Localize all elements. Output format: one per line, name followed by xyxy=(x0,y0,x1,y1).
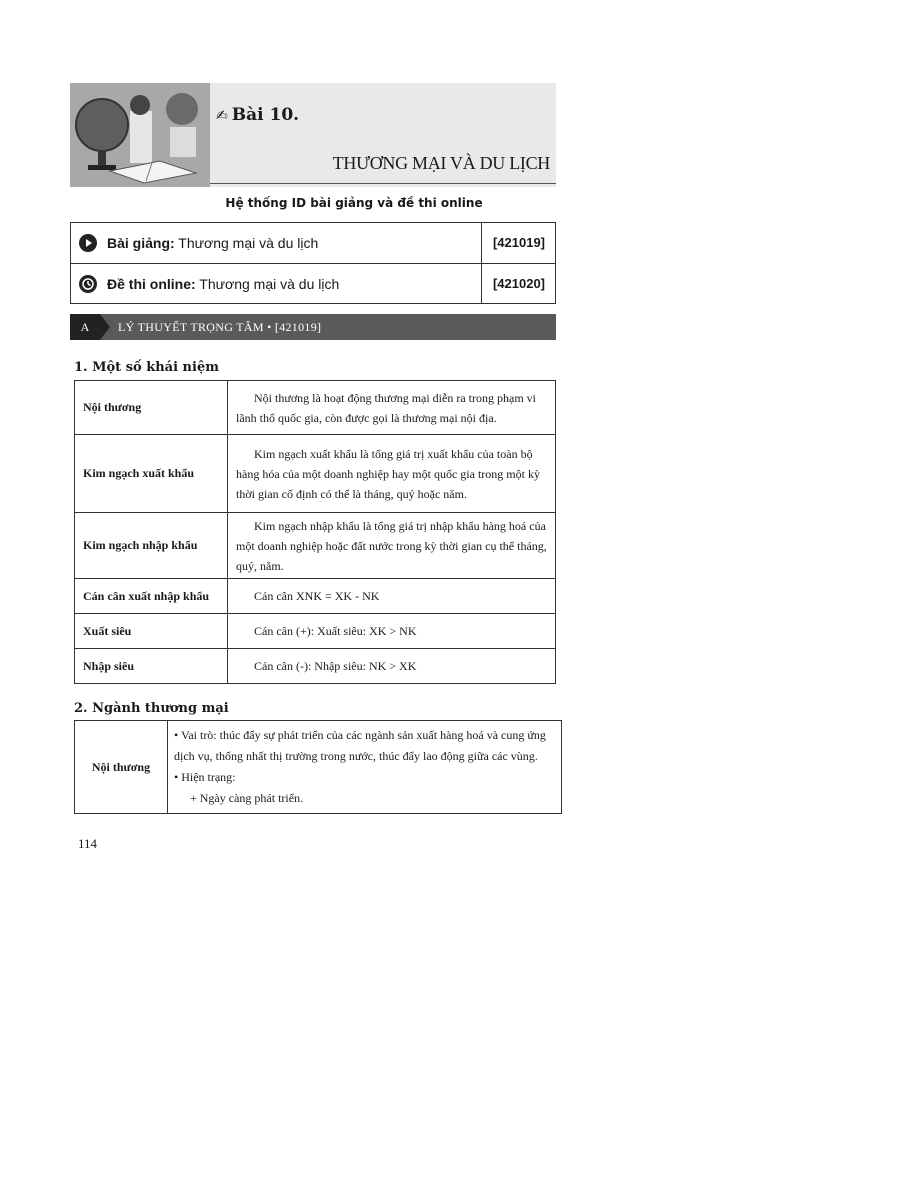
concept-definition xyxy=(228,435,556,513)
trade-description xyxy=(168,721,562,814)
online-id-heading xyxy=(0,196,918,210)
online-id-row-lecture[interactable] xyxy=(71,223,555,264)
trade-heading: 2. Ngành thương mại xyxy=(74,701,229,716)
online-id-label xyxy=(107,235,318,251)
online-id-label xyxy=(107,276,339,292)
concept-definition xyxy=(228,579,556,614)
lesson-banner xyxy=(70,83,556,187)
online-id-label-bold: Đề thi online: xyxy=(107,276,196,292)
section-letter: A xyxy=(70,314,100,340)
table-row xyxy=(75,579,556,614)
section-title: LÝ THUYẾT TRỌNG TÂM • [421019] xyxy=(118,320,322,334)
title-underline xyxy=(210,183,556,184)
online-id-row-exam[interactable] xyxy=(71,264,555,304)
concept-definition-text: Cán cân (+): Xuất siêu: XK > NK xyxy=(254,624,417,638)
trade-status-item: + Ngày càng phát triển. xyxy=(190,791,304,805)
concept-term: Nội thương xyxy=(75,381,228,435)
concept-definition-text: Cán cân (-): Nhập siêu: NK > XK xyxy=(254,659,417,673)
section-arrow-icon xyxy=(100,314,110,340)
lesson-label xyxy=(216,105,299,125)
online-id-label-bold: Bài giảng: xyxy=(107,235,175,251)
concept-definition xyxy=(228,513,556,579)
clock-icon xyxy=(79,275,97,293)
concept-definition-text: Kim ngạch xuất khẩu là tổng giá trị xuất khẩu của toàn bộ hàng hóa của một doanh nghiệp hay một quốc gia trong một kỳ thời gian cố định có thể là tháng, quý hoặc năm. xyxy=(236,446,540,501)
section-header-bar xyxy=(70,314,556,340)
table-row xyxy=(75,649,556,684)
concept-definition-text: Nội thương là hoạt động thương mại diễn ra trong phạm vi lãnh thổ quốc gia, còn được gọi là thương mại nội địa. xyxy=(236,390,536,425)
concept-definition xyxy=(228,381,556,435)
concept-definition xyxy=(228,649,556,684)
table-row xyxy=(75,721,562,814)
concept-term: Kim ngạch xuất khẩu xyxy=(75,435,228,513)
trade-role-line: • Vai trò: thúc đẩy sự phát triển của các ngành sản xuất hàng hoá và cung ứng dịch vụ, thống nhất thị trường trong nước, thúc đẩy lao động giữa các vùng. xyxy=(174,728,546,763)
globe-photo xyxy=(70,83,210,187)
lesson-number: Bài 10. xyxy=(231,105,300,125)
trade-status-line: • Hiện trạng: xyxy=(174,770,236,784)
online-id-table xyxy=(70,222,556,304)
concept-definition xyxy=(228,614,556,649)
online-id-code: [421019] xyxy=(481,223,556,263)
concept-definition-text: Cán cân XNK = XK - NK xyxy=(254,589,380,603)
concept-definition-text: Kim ngạch nhập khẩu là tổng giá trị nhập khẩu hàng hoá của một doanh nghiệp hoặc đất nước trong kỳ thời gian cụ thể tháng, quý, năm. xyxy=(236,518,547,573)
concept-term: Kim ngạch nhập khẩu xyxy=(75,513,228,579)
concept-term: Xuất siêu xyxy=(75,614,228,649)
globe-illustration xyxy=(70,83,210,187)
concept-term: Cán cân xuất nhập khẩu xyxy=(75,579,228,614)
table-row xyxy=(75,614,556,649)
online-id-label-rest: Thương mại và du lịch xyxy=(174,235,319,251)
table-row xyxy=(75,381,556,435)
online-id-heading-text: Hệ thống ID bài giảng và đề thi online xyxy=(225,196,483,210)
concept-term: Nhập siêu xyxy=(75,649,228,684)
concepts-heading: 1. Một số khái niệm xyxy=(74,360,219,375)
pen-icon: ✍ xyxy=(216,108,228,124)
play-icon xyxy=(79,234,97,252)
table-row xyxy=(75,435,556,513)
table-row xyxy=(75,513,556,579)
page-number: 114 xyxy=(78,836,98,851)
concepts-table xyxy=(74,380,556,684)
trade-term: Nội thương xyxy=(75,721,168,814)
lesson-title: THƯƠNG MẠI VÀ DU LỊCH xyxy=(332,153,550,173)
trade-table xyxy=(74,720,562,814)
online-id-label-rest: Thương mại và du lịch xyxy=(195,276,340,292)
online-id-code: [421020] xyxy=(481,264,556,304)
